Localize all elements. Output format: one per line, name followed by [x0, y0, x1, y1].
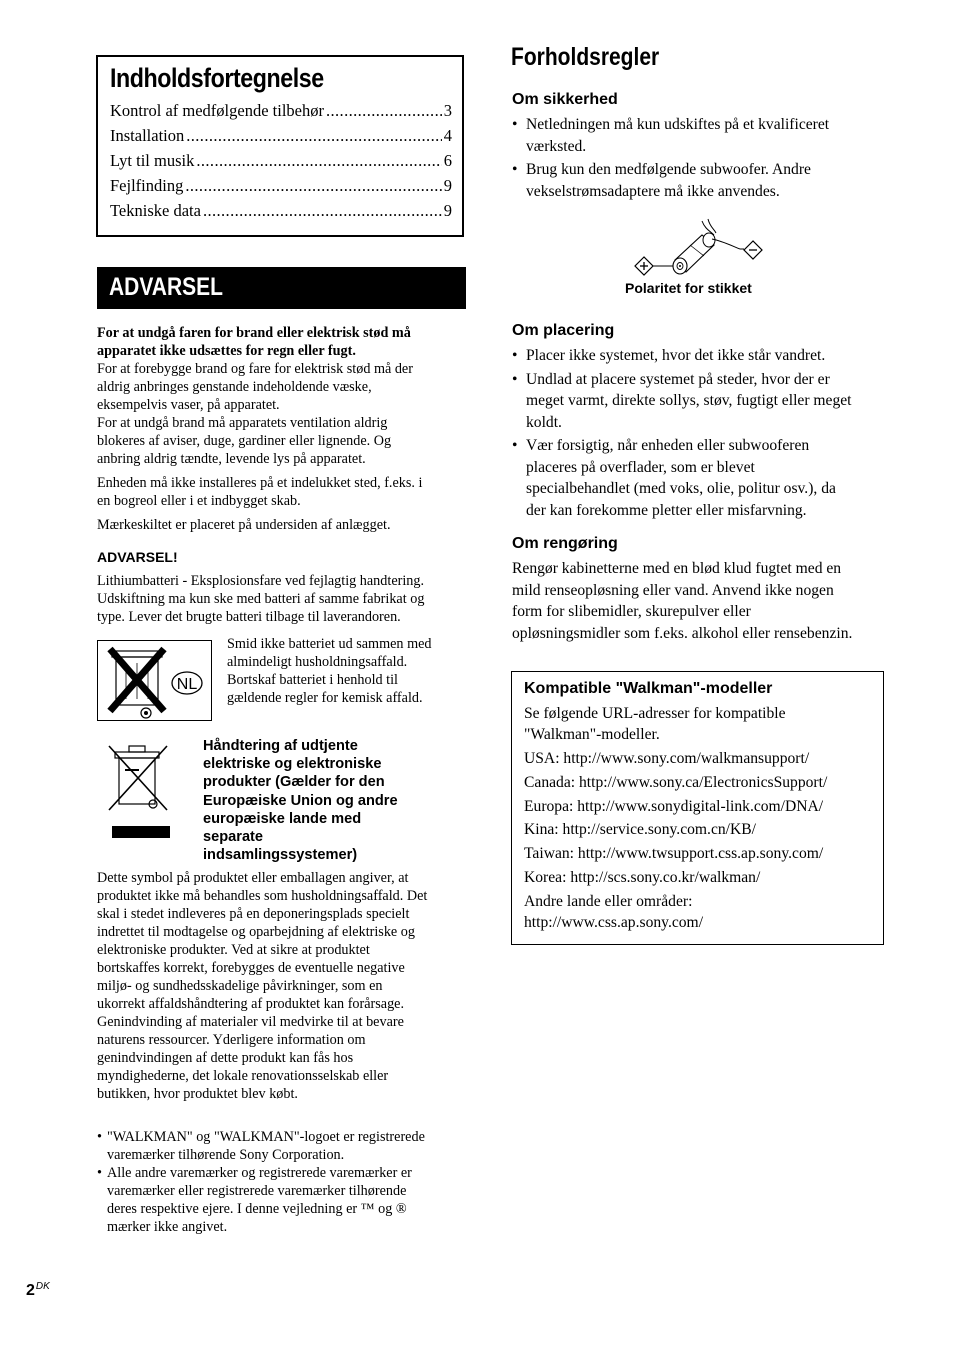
text-line: eksempelvis vaser, på apparatet.	[97, 397, 280, 413]
page-number-suffix: DK	[35, 1281, 50, 1292]
placering-list	[512, 345, 887, 521]
toc-entry-label: Kontrol af medfølgende tilbehør	[110, 101, 324, 120]
toc-entry[interactable]	[110, 176, 452, 196]
text-line: varemærker eller registrerede varemærker tilhørende	[107, 1183, 407, 1199]
advarsel-banner	[97, 267, 466, 309]
trademark-item	[97, 1128, 469, 1164]
toc-title: Indholdsfortegnelse	[110, 63, 324, 93]
text-line: Se følgende URL-adresser for kompatible	[524, 705, 786, 722]
list-item	[512, 369, 887, 434]
heading-line: produkter (Gælder for den	[203, 774, 385, 791]
text-line: "Walkman"-modeller.	[524, 726, 660, 743]
url-line[interactable]: Taiwan: http://www.twsupport.css.ap.sony.com/	[524, 845, 824, 862]
text-line: elektroniske produkter. Ved at sikre at produktet	[97, 942, 370, 958]
text-line: mærker ikke angivet.	[107, 1219, 228, 1235]
toc-entry[interactable]	[110, 101, 452, 121]
text-line: • Vær forsigtig, når enheden eller subwooferen	[526, 437, 810, 454]
heading-line: elektriske og elektroniske	[203, 756, 382, 773]
text-line: produktet ikke må behandles som husholdningsaffald. Det	[97, 888, 428, 904]
text-line: Enheden må ikke installeres på et indelukket sted, f.eks. i	[97, 475, 423, 491]
toc-leader	[326, 101, 442, 121]
forholdsregler-title: Forholdsregler	[511, 43, 660, 71]
text-line: meget varmt, direkte sollys, støv, fugtigt eller meget	[526, 392, 852, 409]
toc-entry-label: Installation	[110, 126, 185, 145]
text-line: • Undlad at placere systemet på steder, hvor der er	[526, 370, 830, 388]
text-line: blokeres af aviser, duge, gardiner eller lignende. Og	[97, 433, 392, 449]
text-line: deres respektive ejere. I denne vejledning er ™ og ®	[107, 1201, 407, 1217]
text-line: værksted.	[526, 137, 587, 155]
toc-leader	[186, 126, 442, 146]
toc-entry-label: Fejlfinding	[110, 176, 184, 195]
sikkerhed-list	[512, 114, 887, 202]
text-line: miljø- og sundhedsskadelige påvirkninger, som en	[97, 978, 383, 994]
table-of-contents	[96, 55, 464, 237]
text-line: Genindvinding af materialer vil medvirke til at bevare	[97, 1014, 404, 1030]
toc-entry[interactable]	[110, 201, 452, 221]
list-item	[512, 159, 887, 202]
toc-leader	[196, 151, 441, 171]
text-line: mild renseopløsning eller vand. Anvend ikke nogen	[512, 581, 834, 599]
text-line: type. Lever det brugte batteri tilbage til laverandoren.	[97, 609, 401, 625]
walkman-box-title: Kompatible "Walkman"-modeller	[524, 680, 773, 697]
text-line: Dette symbol på produktet eller emballagen angiver, at	[97, 870, 409, 886]
text-line: • Netledningen må kun udskiftes på et kvalificeret	[526, 116, 830, 133]
toc-entry-page: 3	[443, 101, 452, 120]
text-line: specialbehandlet (med voks, olie, politur osv.), da	[526, 480, 836, 497]
text-line: der kan forekomme pletter eller misfarvning.	[526, 501, 807, 519]
polarity-caption: Polaritet for stikket	[625, 280, 752, 296]
text-line: Smid ikke batteriet ud sammen med	[227, 636, 432, 652]
text-line: vekselstrømsadaptere må ikke anvendes.	[526, 182, 780, 200]
page-number-value: 2	[26, 1282, 35, 1299]
advarsel-battery-heading: ADVARSEL!	[97, 549, 178, 565]
toc-entry-page: 6	[443, 151, 452, 170]
heading-line: Europæiske Union og andre	[203, 792, 398, 809]
url-line[interactable]: Canada: http://www.sony.ca/ElectronicsSupport/	[524, 774, 828, 791]
text-line: form for slibemidler, skurepulver eller	[512, 603, 751, 620]
text-line: bortskaffes korrekt, forebygges de eventuelle negative	[97, 960, 405, 976]
heading-line: indsamlingssystemer)	[203, 847, 358, 864]
text-line: For at undgå brand må apparatets ventilation aldrig	[97, 415, 388, 431]
sikkerhed-heading: Om sikkerhed	[512, 91, 618, 108]
toc-leader	[203, 201, 442, 221]
advarsel-intro	[97, 324, 469, 534]
heading-line: Håndtering af udtjente	[203, 738, 358, 754]
battery-warning-text	[97, 572, 469, 626]
text-line: Lithiumbatteri - Eksplosionsfare ved fejlagtig handtering.	[97, 573, 425, 589]
toc-entry-page: 9	[443, 201, 452, 220]
url-line[interactable]: USA: http://www.sony.com/walkmansupport/	[524, 750, 810, 767]
trademark-notes	[97, 1128, 469, 1236]
text-line: Bortskaf batteriet i henhold til	[227, 672, 398, 688]
toc-entry-page: 4	[443, 126, 452, 145]
text-line: anbring aldrig tændte, levende lys på apparatet.	[97, 451, 366, 467]
url-line[interactable]: Korea: http://scs.sony.co.kr/walkman/	[524, 869, 761, 886]
battery-disposal-icon	[97, 640, 212, 721]
trademark-item	[97, 1164, 469, 1236]
text-line: Mærkeskiltet er placeret på undersiden af anlægget.	[97, 517, 391, 533]
toc-entry-page: 9	[443, 176, 452, 195]
text-line: • Alle andre varemærker og registrerede varemærker er	[107, 1165, 412, 1181]
weee-heading	[203, 737, 463, 864]
text-line: Rengør kabinetterne med en blød klud fugtet med en	[512, 560, 842, 577]
text-line: genindvindingen af dette produkt kan fås hos	[97, 1050, 354, 1066]
nl-label: NL	[176, 676, 198, 693]
text-line: varemærker tilhørende Sony Corporation.	[107, 1147, 345, 1163]
text-line: naturens ressourcer. Yderligere information om	[97, 1032, 366, 1048]
weee-text	[97, 869, 469, 1103]
toc-entry[interactable]	[110, 126, 452, 146]
list-item	[512, 345, 887, 367]
list-item	[512, 114, 887, 157]
text-line: butikken, hvor produktet blev købt.	[97, 1086, 298, 1102]
url-line[interactable]: Kina: http://service.sony.com.cn/KB/	[524, 821, 756, 838]
polarity-diagram-icon	[630, 215, 770, 277]
text-line: ukorrekt affaldshåndtering af produktet kan forårsage.	[97, 996, 405, 1012]
text-line: placeres på overflader, som er blevet	[526, 458, 755, 476]
page-number	[26, 1282, 50, 1300]
toc-entry-label: Lyt til musik	[110, 151, 195, 170]
heading-line: separate	[203, 829, 264, 846]
url-line[interactable]: Europa: http://www.sonydigital-link.com/DNA/	[524, 798, 824, 815]
text-line: indrettet til modtagelse og oparbejdning af elektriske og	[97, 924, 415, 940]
text-line: • "WALKMAN" og "WALKMAN"-logoet er registrerede	[107, 1129, 425, 1145]
battery-disposal-text	[227, 635, 472, 707]
text-line: myndighederne, det lokale renovationsselskab eller	[97, 1068, 389, 1084]
weee-bin-icon	[105, 740, 175, 840]
text-line: opløsningsmidler som f.eks. alkohol eller rensebenzin.	[512, 624, 853, 642]
text-line: Udskiftning ma kun ske med batteri af samme fabrikat og	[97, 591, 425, 607]
text-line: Andre lande eller områder:	[524, 893, 693, 910]
text-line: almindeligt husholdningsaffald.	[227, 654, 408, 670]
placering-heading: Om placering	[512, 322, 615, 339]
text-line: skal i stedet indleveres på en deponeringsplads specielt	[97, 906, 410, 922]
toc-entry-label: Tekniske data	[110, 201, 201, 220]
text-line: gældende regler for kemisk affald.	[227, 690, 423, 706]
text-line: For at forebygge brand og fare for elektrisk stød må der	[97, 361, 413, 377]
text-line: koldt.	[526, 413, 562, 431]
toc-leader	[185, 176, 441, 196]
rengoring-text	[512, 558, 887, 644]
text-line: en bogreol eller i et indbygget skab.	[97, 493, 301, 509]
bold-warning-line: apparatet ikke udsættes for regn eller fugt.	[97, 343, 356, 359]
toc-entry[interactable]	[110, 151, 452, 171]
heading-line: europæiske lande med	[203, 810, 362, 827]
bold-warning-line: For at undgå faren for brand eller elektrisk stød må	[97, 325, 411, 341]
walkman-compat-box	[511, 671, 884, 945]
text-line: • Placer ikke systemet, hvor det ikke står vandret.	[526, 347, 826, 364]
rengoring-heading: Om rengøring	[512, 535, 618, 552]
list-item	[512, 435, 887, 521]
text-line: aldrig anbringes genstande indeholdende væske,	[97, 379, 372, 395]
text-line: • Brug kun den medfølgende subwoofer. Andre	[526, 161, 811, 178]
url-line[interactable]: http://www.css.ap.sony.com/	[524, 914, 704, 931]
advarsel-banner-title: ADVARSEL	[109, 273, 223, 301]
